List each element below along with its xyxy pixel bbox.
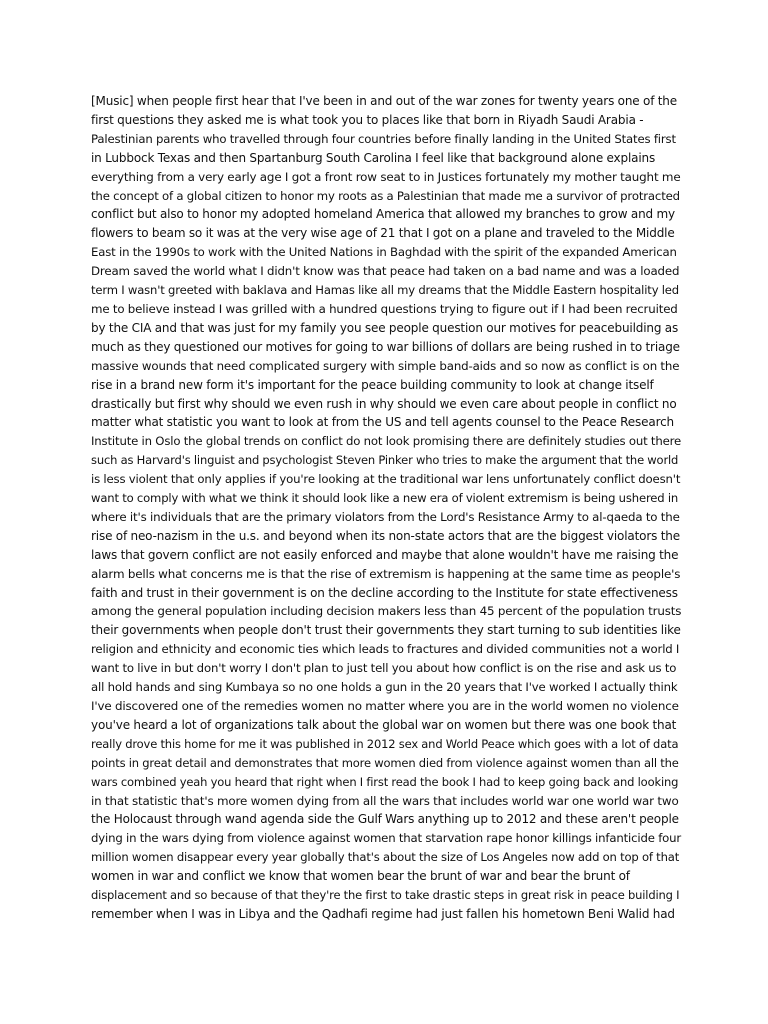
text-line: East in the 1990s to work with the United Nations in Baghdad with the spirit of the expanded American <box>91 245 677 260</box>
text-line: wars combined yeah you heard that right when I first read the book I had to keep going back and looking <box>91 774 679 789</box>
text-line: their governments when people don't trust their governments they start turning to sub identities like <box>91 623 681 638</box>
text-line: Institute in Oslo the global trends on conflict do not look promising there are definitely studies out there <box>91 434 682 449</box>
text-line: among the general population including decision makers less than 45 percent of the population trusts <box>91 604 682 619</box>
text-line: where it's individuals that are the primary violators from the Lord's Resistance Army to al-qaeda to the <box>91 509 680 524</box>
text-line: all hold hands and sing Kumbaya so no one holds a gun in the 20 years that I've worked I actually think <box>91 680 678 695</box>
text-line: faith and trust in their government is on the decline according to the Institute for state effectiveness <box>91 585 678 600</box>
text-line: want to live in but don't worry I don't plan to just tell you about how conflict is on the rise and ask us to <box>91 661 677 676</box>
text-line: first questions they asked me is what took you to places like that born in Riyadh Saudi Arabia - <box>91 112 644 127</box>
text-line: massive wounds that need complicated surgery with simple band-aids and so now as conflict is on the <box>91 358 680 373</box>
text-line: me to believe instead I was grilled with a hundred questions trying to figure out if I had been recruited <box>91 301 678 316</box>
text-line: dying in the wars dying from violence against women that starvation rape honor killings infanticide four <box>91 831 682 846</box>
text-line: really drove this home for me it was published in 2012 sex and World Peace which goes with a lot of data <box>91 736 679 751</box>
text-line: remember when I was in Libya and the Qadhafi regime had just fallen his hometown Beni Walid had <box>91 906 675 921</box>
text-line: such as Harvard's linguist and psychologist Steven Pinker who tries to make the argument that the world <box>91 453 679 468</box>
text-line: Palestinian parents who travelled through four countries before finally landing in the United States first <box>91 131 676 146</box>
text-line: laws that govern conflict are not easily enforced and maybe that alone wouldn't have me raising the <box>91 547 679 562</box>
text-line: in that statistic that's more women dying from all the wars that includes world war one world war two <box>91 793 679 808</box>
text-line: alarm bells what concerns me is that the rise of extremism is happening at the same time as people's <box>91 566 681 581</box>
text-line: rise in a brand new form it's important for the peace building community to look at change itself <box>91 377 654 392</box>
text-line: drastically but first why should we even rush in why should we even care about people in conflict no <box>91 396 677 411</box>
text-line: matter what statistic you want to look at from the US and tell agents counsel to the Peace Research <box>91 415 674 430</box>
text-line: I've discovered one of the remedies women no matter where you are in the world women no violence <box>91 699 679 713</box>
text-line: everything from a very early age I got a front row seat to in Justices fortunately my mother taught me <box>91 169 681 184</box>
text-line: flowers to beam so it was at the very wise age of 21 that I got on a plane and traveled to the Middle <box>91 226 675 241</box>
text-line: Dream saved the world what I didn't know was that peace had taken on a bad name and was a loaded <box>91 264 680 279</box>
text-line: term I wasn't greeted with baklava and Hamas like all my dreams that the Middle Eastern hospitality led <box>91 283 679 298</box>
text-line: conflict but also to honor my adopted homeland America that allowed my branches to grow and my <box>91 207 675 222</box>
text-line: [Music] when people first hear that I've been in and out of the war zones for twenty years one of the <box>91 94 677 108</box>
text-line: much as they questioned our motives for going to war billions of dollars are being rushed in to triage <box>91 339 680 354</box>
transcript-body <box>91 92 681 924</box>
text-line: women in war and conflict we know that women bear the brunt of war and bear the brunt of <box>91 869 630 884</box>
text-line: you've heard a lot of organizations talk about the global war on women but there was one book that <box>91 717 677 732</box>
text-line: displacement and so because of that they're the first to take drastic steps in great risk in peace building I <box>91 888 680 903</box>
text-line: points in great detail and demonstrates that more women died from violence against women than all the <box>91 755 679 770</box>
text-line: by the CIA and that was just for my family you see people question our motives for peacebuilding as <box>91 320 679 335</box>
text-line: million women disappear every year globally that's about the size of Los Angeles now add on top of that <box>91 850 680 865</box>
text-line: religion and ethnicity and economic ties which leads to fractures and divided communities not a world I <box>91 642 680 657</box>
text-line: the Holocaust through wand agenda side the Gulf Wars anything up to 2012 and these aren't people <box>91 812 679 827</box>
text-line: in Lubbock Texas and then Spartanburg South Carolina I feel like that background alone explains <box>91 150 656 165</box>
text-line: the concept of a global citizen to honor my roots as a Palestinian that made me a survivor of protracted <box>91 188 680 203</box>
text-line: is less violent that only applies if you're looking at the traditional war lens unfortunately conflict doesn't <box>91 472 681 487</box>
text-line: want to comply with what we think it should look like a new era of violent extremism is being ushered in <box>91 491 679 506</box>
text-line: rise of neo-nazism in the u.s. and beyond when its non-state actors that are the biggest violators the <box>91 528 680 543</box>
